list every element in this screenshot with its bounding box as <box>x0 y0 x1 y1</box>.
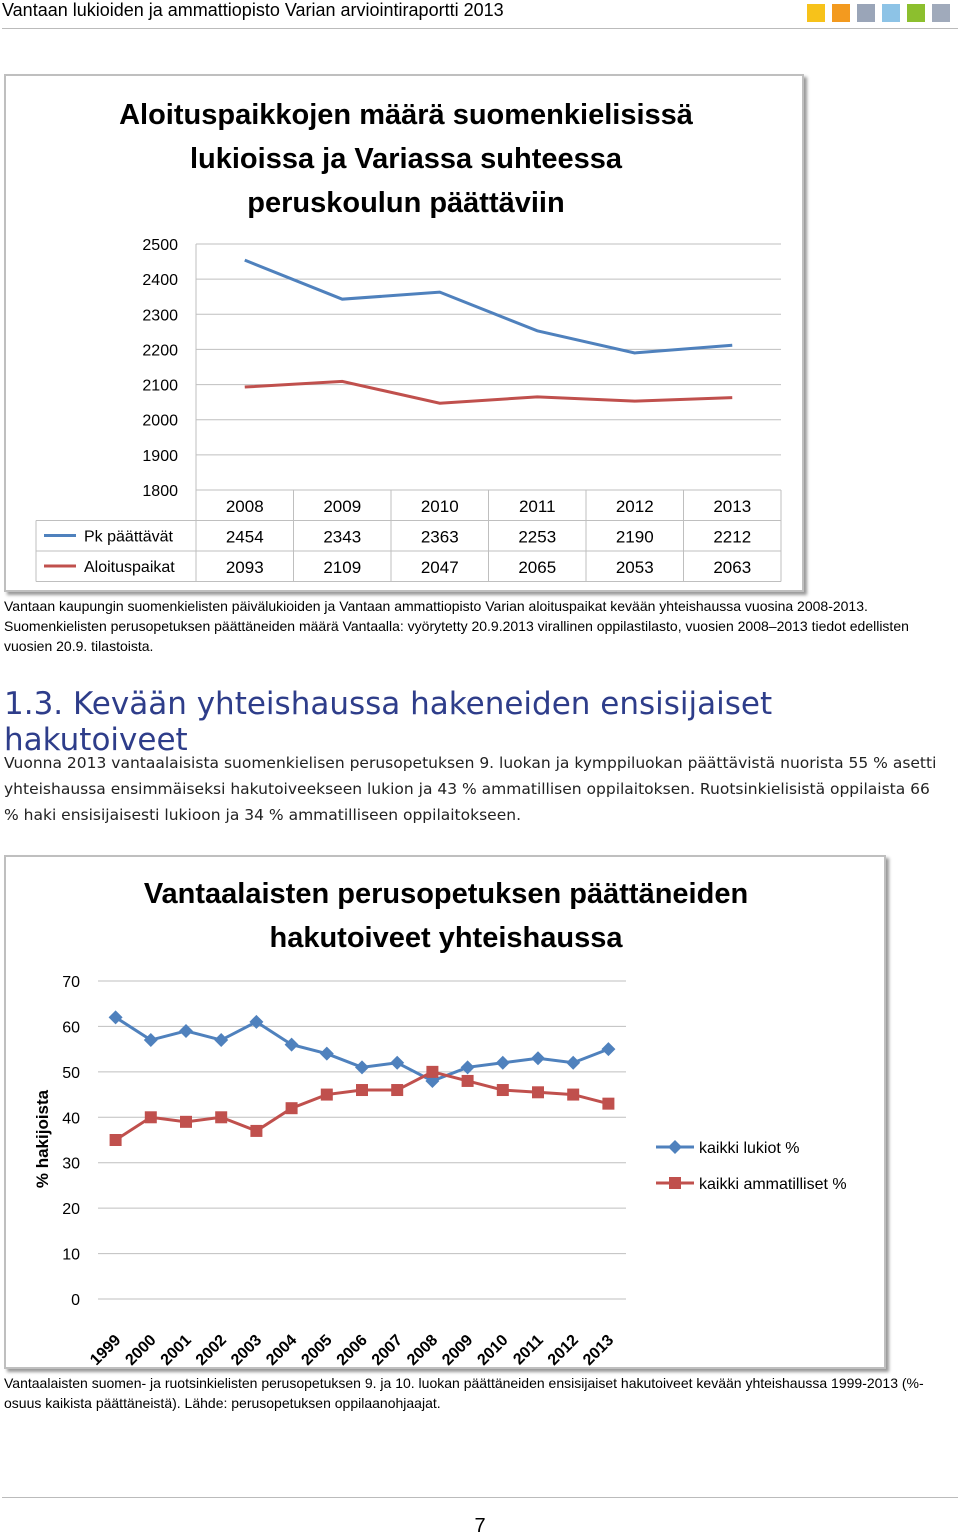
legend-marker <box>669 1177 681 1189</box>
y-tick-label: 2300 <box>142 307 178 325</box>
y-axis-label: % hakijoista <box>33 1089 52 1189</box>
chart-title-line: lukioissa ja Variassa suhteessa <box>189 143 623 175</box>
x-tick-label: 2005 <box>298 1331 336 1367</box>
data-point <box>321 1089 333 1101</box>
y-tick-label: 30 <box>62 1155 80 1173</box>
data-point <box>497 1084 509 1096</box>
data-point <box>250 1125 262 1137</box>
x-category-label: 2013 <box>713 497 752 516</box>
table-value: 2454 <box>225 527 264 547</box>
header-square <box>807 4 825 22</box>
chart-aloituspaikat-svg <box>6 76 802 590</box>
data-point <box>532 1086 544 1098</box>
table-value: 2190 <box>615 527 654 547</box>
page-number: 7 <box>474 1515 486 1537</box>
data-point <box>215 1111 227 1123</box>
table-value: 2109 <box>323 558 362 577</box>
chart-hakutoiveet <box>4 855 886 1369</box>
y-tick-label: 0 <box>71 1292 80 1309</box>
section-heading: 1.3. Kevään yhteishaussa hakeneiden ensisijaiset hakutoiveet <box>4 686 773 758</box>
x-category-label: 2011 <box>518 497 556 516</box>
y-tick-label: 2100 <box>142 377 178 395</box>
data-point <box>426 1066 438 1078</box>
x-tick-label: 2007 <box>368 1331 407 1367</box>
y-tick-label: 2200 <box>142 342 178 360</box>
data-point <box>356 1084 368 1096</box>
chart-hakutoiveet-svg <box>6 857 884 1367</box>
data-point <box>601 1042 615 1056</box>
chart-title-line: Aloituspaikkojen määrä suomenkielisissä <box>119 99 693 131</box>
data-point <box>531 1051 545 1065</box>
header-color-squares <box>807 4 950 22</box>
x-tick-label: 2008 <box>404 1331 442 1367</box>
header-square <box>857 4 875 22</box>
x-tick-label: 1999 <box>87 1331 125 1367</box>
table-value: 2047 <box>420 558 459 577</box>
chart1-caption: Vantaan kaupungin suomenkielisten päivälukioiden ja Vantaan ammattiopisto Varian aloituspaikat kevään yhteishaussa vuosina 2008-2013. Suomenkielisten perusopetuksen päättäneiden määrä Vantaalla: vyörytetty 20.9.2013 virallinen oppilastilasto, vuosien 2008–2013 tiedot edellisten vuosien 20.9. tilastoista. <box>4 598 909 654</box>
header-square <box>832 4 850 22</box>
header-square <box>882 4 900 22</box>
x-tick-label: 2010 <box>474 1331 512 1367</box>
y-tick-label: 70 <box>62 974 80 991</box>
legend-label: kaikki lukiot % <box>699 1140 800 1157</box>
data-point <box>567 1089 579 1101</box>
report-header-title: Vantaan lukioiden ja ammattiopisto Varian arviointiraportti 2013 <box>2 0 504 20</box>
x-tick-label: 2006 <box>333 1331 371 1367</box>
table-value: 2212 <box>713 527 752 547</box>
data-point <box>602 1098 614 1110</box>
series-name: Pk päättävät <box>84 528 173 546</box>
data-point <box>214 1033 228 1047</box>
chart-title-line: Vantaalaisten perusopetuksen päättäneiden <box>143 878 749 910</box>
data-point <box>391 1084 403 1096</box>
y-tick-label: 2400 <box>142 272 178 290</box>
x-category-label: 2012 <box>615 497 654 516</box>
x-tick-label: 2009 <box>439 1331 477 1367</box>
series-name: Aloituspaikat <box>84 559 175 576</box>
legend-marker <box>668 1140 682 1154</box>
chart2-caption: Vantaalaisten suomen- ja ruotsinkielisten perusopetuksen 9. ja 10. luokan päättäneiden ensisijaiset hakutoiveet kevään yhteishaussa 1999-2013 (%-osuus kaikista päättäneistä). Lähde: perusopetuksen oppilaanohjaajat. <box>4 1375 924 1411</box>
legend-label: kaikki ammatilliset % <box>699 1176 847 1193</box>
x-tick-label: 2013 <box>580 1331 618 1367</box>
chart-title-line: hakutoiveet yhteishaussa <box>269 922 623 954</box>
table-value: 2065 <box>518 558 557 577</box>
series-line <box>116 1072 609 1140</box>
y-tick-label: 1900 <box>142 447 178 465</box>
header-square <box>907 4 925 22</box>
y-tick-label: 10 <box>62 1246 80 1264</box>
x-category-label: 2009 <box>323 497 362 516</box>
y-tick-label: 60 <box>62 1019 80 1037</box>
series-line <box>245 260 733 353</box>
data-point <box>180 1116 192 1128</box>
x-tick-label: 2011 <box>510 1331 547 1367</box>
x-tick-label: 2012 <box>544 1331 583 1367</box>
header-divider <box>2 28 958 29</box>
y-tick-label: 40 <box>62 1110 80 1128</box>
x-category-label: 2010 <box>420 497 459 516</box>
header-square <box>932 4 950 22</box>
x-tick-label: 2002 <box>192 1331 231 1367</box>
x-tick-label: 2004 <box>263 1331 301 1367</box>
chart-title-line: peruskoulun päättäviin <box>247 187 565 219</box>
table-value: 2343 <box>323 527 362 547</box>
data-point <box>110 1134 122 1146</box>
x-tick-label: 2000 <box>122 1331 160 1367</box>
section-body-text: Vuonna 2013 vantaalaisista suomenkielisen perusopetuksen 9. luokan ja kymppiluokan päättävistä nuorista 55 % asetti yhteishaussa ensimmäiseksi hakutoiveekseen lukion ja 43 % ammatillisen oppilaitoksen. Ruotsinkielisistä oppilaista 66 % haki ensisijaisesti lukioon ja 34 % ammatilliseen oppilaitokseen. <box>4 754 937 824</box>
table-value: 2363 <box>420 527 459 547</box>
chart-aloituspaikat <box>4 74 804 592</box>
table-value: 2253 <box>518 527 557 547</box>
data-point <box>145 1111 157 1123</box>
y-tick-label: 2500 <box>142 237 178 254</box>
data-point <box>320 1047 334 1061</box>
data-point <box>566 1056 580 1070</box>
y-tick-label: 1800 <box>142 483 178 500</box>
table-value: 2053 <box>615 558 654 577</box>
y-tick-label: 50 <box>62 1064 80 1082</box>
table-value: 2063 <box>713 558 752 577</box>
x-category-label: 2008 <box>225 497 264 516</box>
data-point <box>462 1075 474 1087</box>
x-tick-label: 2001 <box>157 1331 195 1367</box>
data-point <box>496 1056 510 1070</box>
table-value: 2093 <box>225 558 264 577</box>
footer-divider <box>2 1497 958 1498</box>
data-point <box>286 1102 298 1114</box>
y-tick-label: 2000 <box>142 412 178 430</box>
data-point <box>390 1056 404 1070</box>
x-tick-label: 2003 <box>228 1331 266 1367</box>
y-tick-label: 20 <box>62 1201 80 1219</box>
